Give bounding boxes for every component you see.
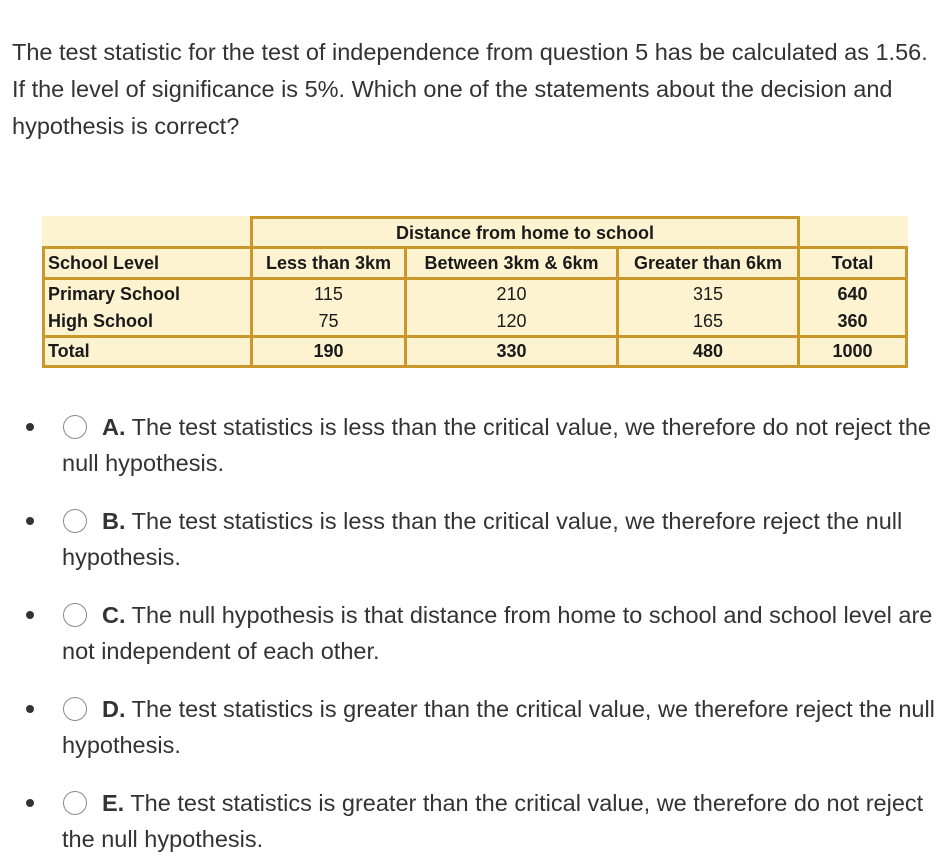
table-cell: 120 (496, 311, 527, 331)
row-label-high: High School (48, 311, 153, 331)
row-total: 640 (837, 284, 868, 304)
option-letter: C. (102, 602, 126, 628)
option-text (62, 503, 942, 575)
header-total: Total (831, 253, 874, 273)
header-between-3-6km: Between 3km & 6km (424, 253, 599, 273)
option-letter: E. (102, 790, 125, 816)
option-label: The test statistics is greater than the critical value, we therefore do not reject the null hypothesis. (62, 790, 924, 852)
bullet-icon (26, 799, 34, 807)
contingency-table (42, 216, 908, 368)
grand-total: 1000 (832, 341, 873, 361)
col-divider (42, 246, 45, 368)
row-label-primary: Primary School (48, 284, 181, 304)
option-text (62, 785, 942, 857)
table-cell: 190 (313, 341, 344, 361)
header-school-level: School Level (48, 253, 160, 273)
option-label: The test statistics is greater than the critical value, we therefore reject the null hypothesis. (62, 696, 935, 758)
option-text (62, 691, 942, 763)
table-cell: 315 (692, 284, 724, 304)
option-text (62, 409, 942, 481)
row-total: 360 (837, 311, 868, 331)
option-label: The test statistics is less than the critical value, we therefore do not reject the null hypothesis. (62, 414, 931, 476)
question-text: The test statistic for the test of independence from question 5 has be calculated as 1.56. If the level of significance is 5%. Which one of the statements about the decision and hypothesis is correct? (12, 39, 928, 139)
header-less-than-3km: Less than 3km (265, 253, 392, 273)
option-letter: B. (102, 508, 126, 534)
bullet-icon (26, 517, 34, 525)
table-cell: 165 (692, 311, 724, 331)
bullet-icon (26, 611, 34, 619)
table-cell: 210 (496, 284, 527, 304)
group-header: Distance from home to school (395, 223, 655, 243)
table-cell: 75 (318, 311, 339, 331)
bullet-icon (26, 705, 34, 713)
table-cell: 480 (692, 341, 724, 361)
option-text (62, 597, 942, 669)
option-letter: A. (102, 414, 126, 440)
option-label: The test statistics is less than the critical value, we therefore reject the null hypothesis. (62, 508, 903, 570)
total-row-label: Total (48, 341, 90, 361)
table-cell: 330 (496, 341, 527, 361)
col-divider (905, 246, 908, 368)
header-greater-than-6km: Greater than 6km (633, 253, 783, 273)
table-cell: 115 (314, 284, 343, 304)
option-label: The null hypothesis is that distance from home to school and school level are not independent of each other. (62, 602, 933, 664)
bullet-icon (26, 423, 34, 431)
option-letter: D. (102, 696, 126, 722)
